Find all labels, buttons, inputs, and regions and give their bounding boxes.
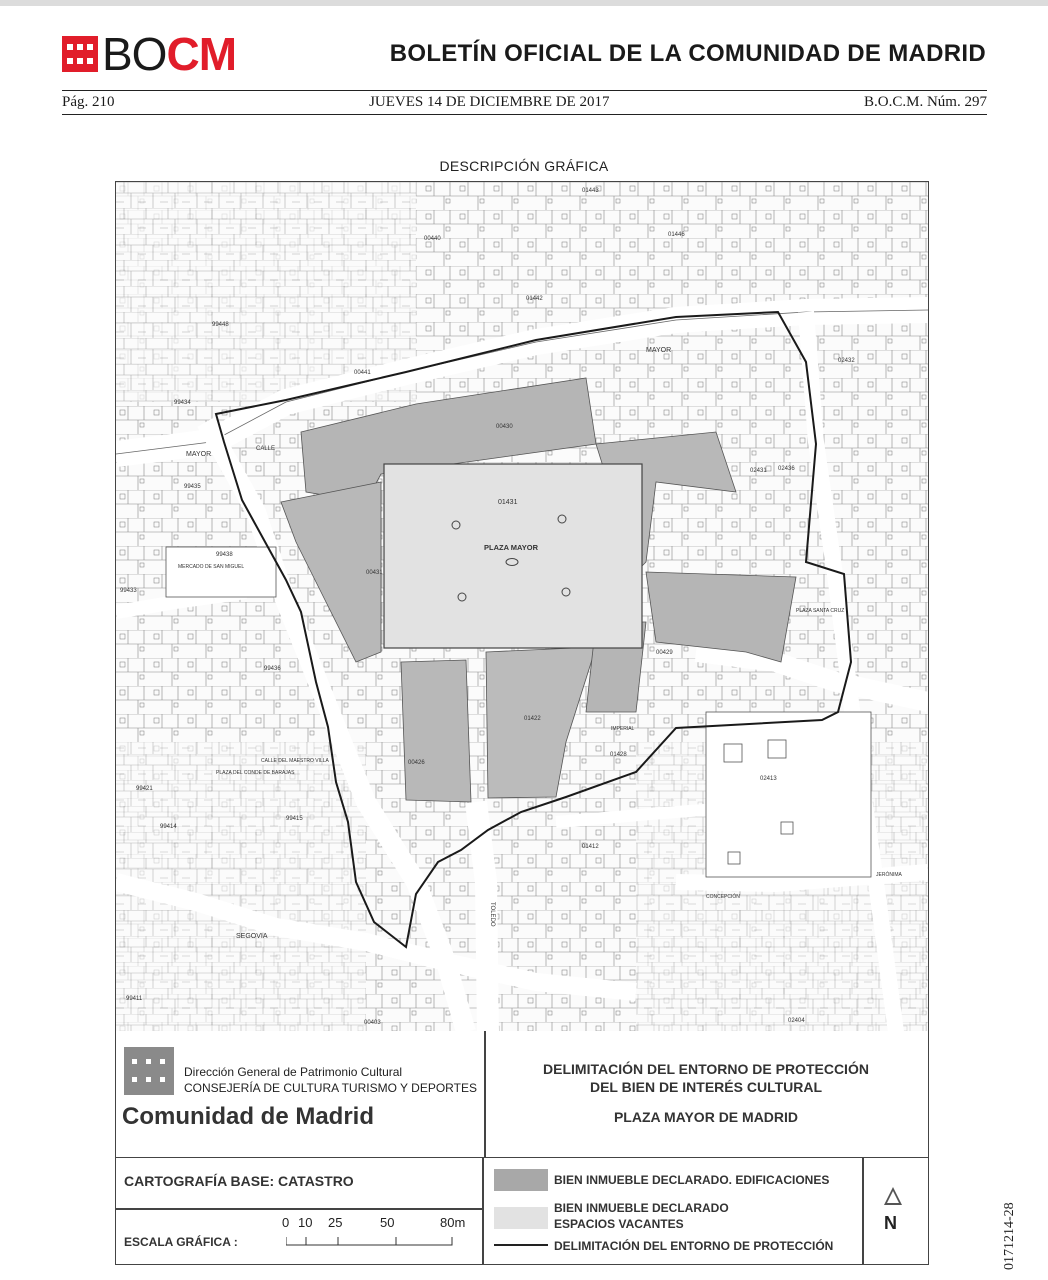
plaza-label: PLAZA MAYOR <box>484 543 539 552</box>
madrid-flag-icon <box>62 36 98 72</box>
title-block-hline <box>116 1208 482 1210</box>
parcel-code: 99434 <box>174 400 191 406</box>
side-reference-code: 0171214-28 <box>1002 1202 1017 1270</box>
comunidad-madrid-wordmark: Comunidad de Madrid <box>122 1103 374 1130</box>
parcel-code: 02432 <box>838 358 855 364</box>
street-jeronima: JERÓNIMA <box>876 872 902 878</box>
parcel-code: 02431 <box>750 468 767 474</box>
bocm-logo <box>62 28 237 80</box>
title-block-footer <box>116 1157 928 1264</box>
issue-date: JUEVES 14 DE DICIEMBRE DE 2017 <box>369 94 610 110</box>
delimitation-title-line1: DELIMITACIÓN DEL ENTORNO DE PROTECCIÓN <box>543 1061 869 1077</box>
scale-bar <box>286 1235 456 1247</box>
street-segovia: SEGOVIA <box>236 933 268 940</box>
street-maestro-villa: CALLE DEL MAESTRO VILLA <box>261 758 329 764</box>
parcel-code: 99414 <box>160 824 177 830</box>
title-block-header <box>116 1031 928 1158</box>
plaza-code: 01431 <box>498 499 518 506</box>
parcel-code: 01442 <box>526 296 543 302</box>
consejeria: CONSEJERÍA DE CULTURA TURISMO Y DEPORTES <box>184 1081 477 1095</box>
parcel-code: 00429 <box>656 650 673 656</box>
parcel-code: 99415 <box>286 816 303 822</box>
parcel-code: 00426 <box>408 760 425 766</box>
street-mercado: MERCADO DE SAN MIGUEL <box>178 564 245 570</box>
street-plaza-santa-cruz: PLAZA SANTA CRUZ <box>796 608 845 614</box>
delimitation-title-line2: DEL BIEN DE INTERÉS CULTURAL <box>589 1079 823 1095</box>
logo-wordmark: BOCM <box>102 28 237 80</box>
north-label: N <box>884 1213 897 1233</box>
cartography-base: CARTOGRAFÍA BASE: CATASTRO <box>124 1173 354 1189</box>
header-rule-top <box>62 90 987 91</box>
scale-label: ESCALA GRÁFICA : <box>124 1235 238 1249</box>
legend-swatch-boundary <box>494 1244 548 1246</box>
parcel-code: 01422 <box>524 716 541 722</box>
page-number: Pág. 210 <box>62 94 115 110</box>
map-title-block <box>115 1031 929 1265</box>
scale-tick: 80m <box>440 1215 466 1230</box>
map-title: DESCRIPCIÓN GRÁFICA <box>439 158 609 174</box>
parcel-code: 99438 <box>216 552 233 558</box>
scale-tick: 10 <box>298 1215 313 1230</box>
legend-divider-left <box>482 1157 484 1264</box>
legend-label-vacantes-2: ESPACIOS VACANTES <box>554 1217 684 1231</box>
parcel-code: 02413 <box>760 776 777 782</box>
parcel-code: 01428 <box>610 752 627 758</box>
parcel-code: 99411 <box>126 996 143 1002</box>
parcel-code: 00430 <box>496 424 513 430</box>
parcel-code: 00403 <box>364 1020 381 1026</box>
parcel-code: 99436 <box>264 666 281 672</box>
legend-label-boundary: DELIMITACIÓN DEL ENTORNO DE PROTECCIÓN <box>554 1239 834 1253</box>
parcel-code: 99433 <box>120 588 137 594</box>
parcel-code: 01446 <box>668 232 685 238</box>
cadastral-map <box>115 181 929 1033</box>
street-concepcion: CONCEPCIÓN <box>706 894 740 900</box>
street-imperial: IMPERIAL <box>611 726 635 732</box>
parcel-code: 99435 <box>184 484 201 490</box>
top-band <box>0 0 1048 6</box>
north-arrow-icon-inner <box>887 1191 899 1203</box>
street-mayor-left: MAYOR <box>186 451 212 458</box>
legend-label-edificaciones: BIEN INMUEBLE DECLARADO. EDIFICACIONES <box>554 1173 830 1187</box>
bulletin-title: BOLETÍN OFICIAL DE LA COMUNIDAD DE MADRID <box>389 40 986 67</box>
plaza-name: PLAZA MAYOR DE MADRID <box>613 1109 799 1125</box>
street-toledo: TOLEDO <box>489 902 495 927</box>
parcel-code: 01443 <box>582 188 599 194</box>
street-calle-left: CALLE <box>256 446 276 452</box>
street-plaza-conde: PLAZA DEL CONDE DE BARAJAS <box>216 770 295 776</box>
parcel-code: 00431 <box>366 570 383 576</box>
legend-swatch-edificaciones <box>494 1169 548 1191</box>
scale-tick: 50 <box>380 1215 395 1230</box>
parcel-code: 00440 <box>424 236 441 242</box>
parcel-code: 99448 <box>212 322 229 328</box>
header-subline <box>62 94 987 111</box>
scale-tick: 25 <box>328 1215 343 1230</box>
header-rule-bottom <box>62 114 987 115</box>
legend-divider-right <box>862 1157 864 1264</box>
parcel-code: 99421 <box>136 786 153 792</box>
street-mayor-top: MAYOR <box>646 347 672 354</box>
direccion-general: Dirección General de Patrimonio Cultural <box>184 1065 403 1079</box>
scale-tick: 0 <box>282 1215 290 1230</box>
parcel-code: 02404 <box>788 1018 805 1024</box>
issue-number: B.O.C.M. Núm. 297 <box>864 94 987 110</box>
parcel-code: 01412 <box>582 844 599 850</box>
parcel-code: 00441 <box>354 370 371 376</box>
comunidad-madrid-flag-icon <box>124 1047 174 1095</box>
legend-label-vacantes-1: BIEN INMUEBLE DECLARADO <box>554 1201 729 1215</box>
legend-swatch-vacantes <box>494 1207 548 1229</box>
parcel-code: 02436 <box>778 466 795 472</box>
